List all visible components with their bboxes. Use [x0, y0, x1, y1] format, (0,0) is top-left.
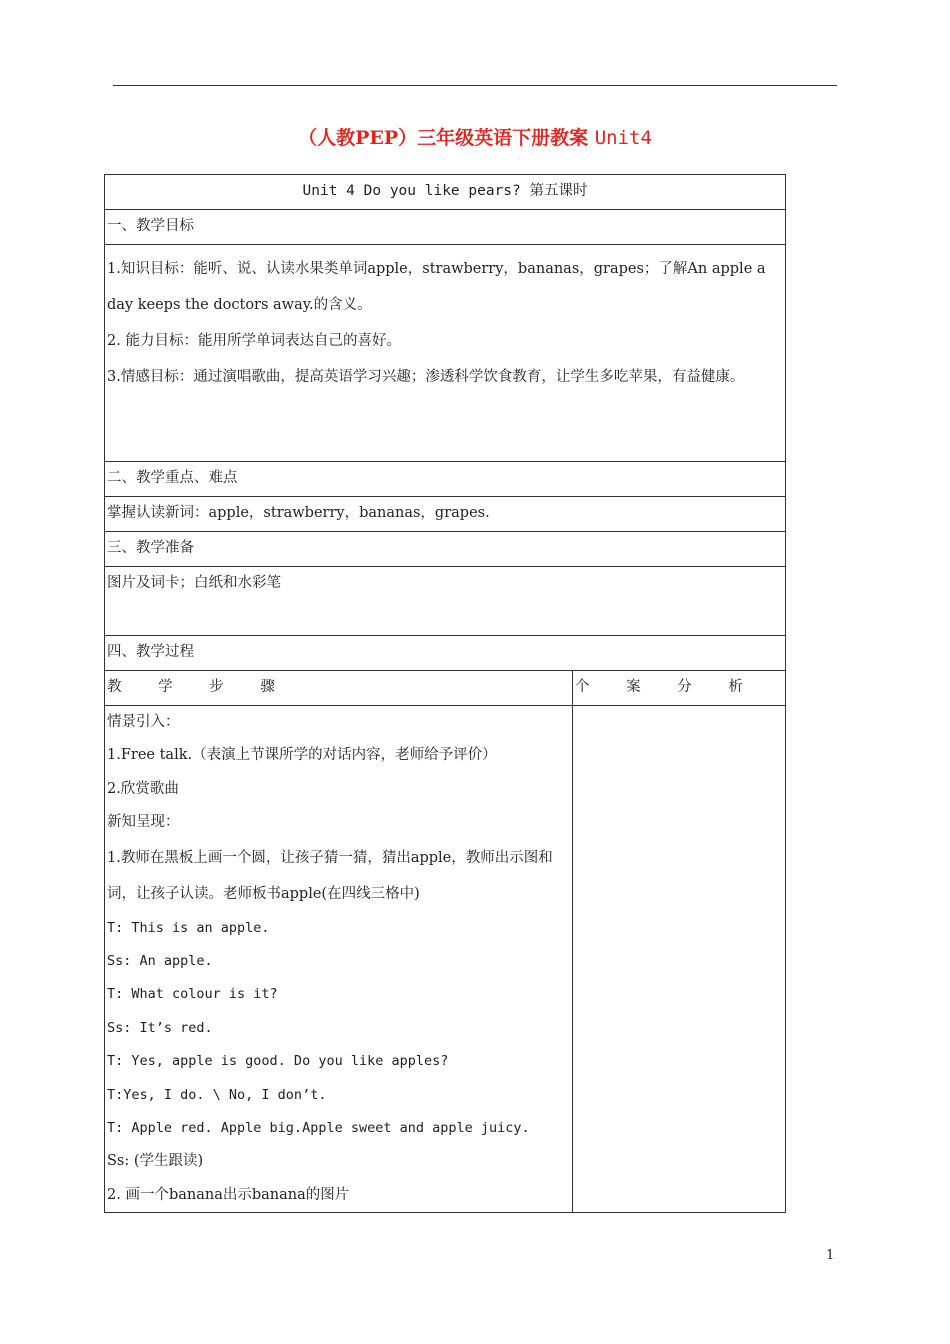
step-line: T: Yes, apple is good. Do you like apples? [107, 1053, 449, 1070]
lesson-plan-table [104, 174, 786, 1213]
steps-header [105, 671, 573, 706]
step-line: T: Apple red. Apple big.Apple sweet and apple juicy. [107, 1120, 530, 1137]
objectives-title: 一、教学目标 [105, 210, 786, 245]
steps-header-text: 教 学 步 骤 [107, 679, 291, 695]
steps-cell [105, 706, 573, 1213]
step-line: 1.Free talk.（表演上节课所学的对话内容，老师给予评价） [107, 747, 497, 764]
lesson-header: Unit 4 Do you like pears? 第五课时 [105, 175, 786, 210]
objective-ability: 2. 能力目标：能用所学单词表达自己的喜好。 [107, 333, 401, 349]
preparation-title: 三、教学准备 [105, 532, 786, 567]
document-title [0, 123, 950, 150]
analysis-cell [573, 706, 786, 1213]
step-line: Ss: (学生跟读) [107, 1153, 204, 1170]
step-line: 1.教师在黑板上画一个圆，让孩子猜一猜，猜出apple，教师出示图和词，让孩子认读。老师板书apple(在四线三格中) [107, 849, 553, 902]
step-line: 情景引入： [107, 714, 180, 730]
key-points: 掌握认读新词：apple，strawberry，bananas，grapes. [105, 497, 786, 532]
objective-knowledge: 1.知识目标：能听、说、认读水果类单词apple，strawberry，bananas，grapes；了解An apple a day keeps the doctors away.的含义。 [107, 261, 766, 313]
objective-emotion: 3.情感目标：通过演唱歌曲，提高英语学习兴趣；渗透科学饮食教育，让学生多吃苹果，有益健康。 [107, 369, 745, 385]
process-title: 四、教学过程 [105, 636, 786, 671]
header-rule [113, 85, 837, 86]
step-line: T:Yes, I do. \ No, I don’t. [107, 1086, 327, 1103]
step-line: T: This is an apple. [107, 919, 270, 936]
analysis-header [573, 671, 786, 706]
step-line: 2. 画一个banana出示banana的图片 [107, 1186, 350, 1203]
step-line: T: What colour is it? [107, 986, 278, 1003]
objectives-cell [105, 245, 786, 462]
page-number: 1 [826, 1248, 835, 1263]
step-line: 新知呈现： [107, 814, 180, 831]
title-unit: Unit4 [594, 127, 652, 149]
analysis-header-text: 个 案 分 析 [575, 679, 759, 695]
step-line: Ss: It’s red. [107, 1019, 213, 1036]
step-line: 2.欣赏歌曲 [107, 780, 179, 797]
step-line: Ss: An apple. [107, 953, 213, 970]
key-points-title: 二、教学重点、难点 [105, 462, 786, 497]
title-chinese: （人教PEP）三年级英语下册教案 [298, 127, 595, 149]
preparation: 图片及词卡；白纸和水彩笔 [105, 567, 786, 636]
